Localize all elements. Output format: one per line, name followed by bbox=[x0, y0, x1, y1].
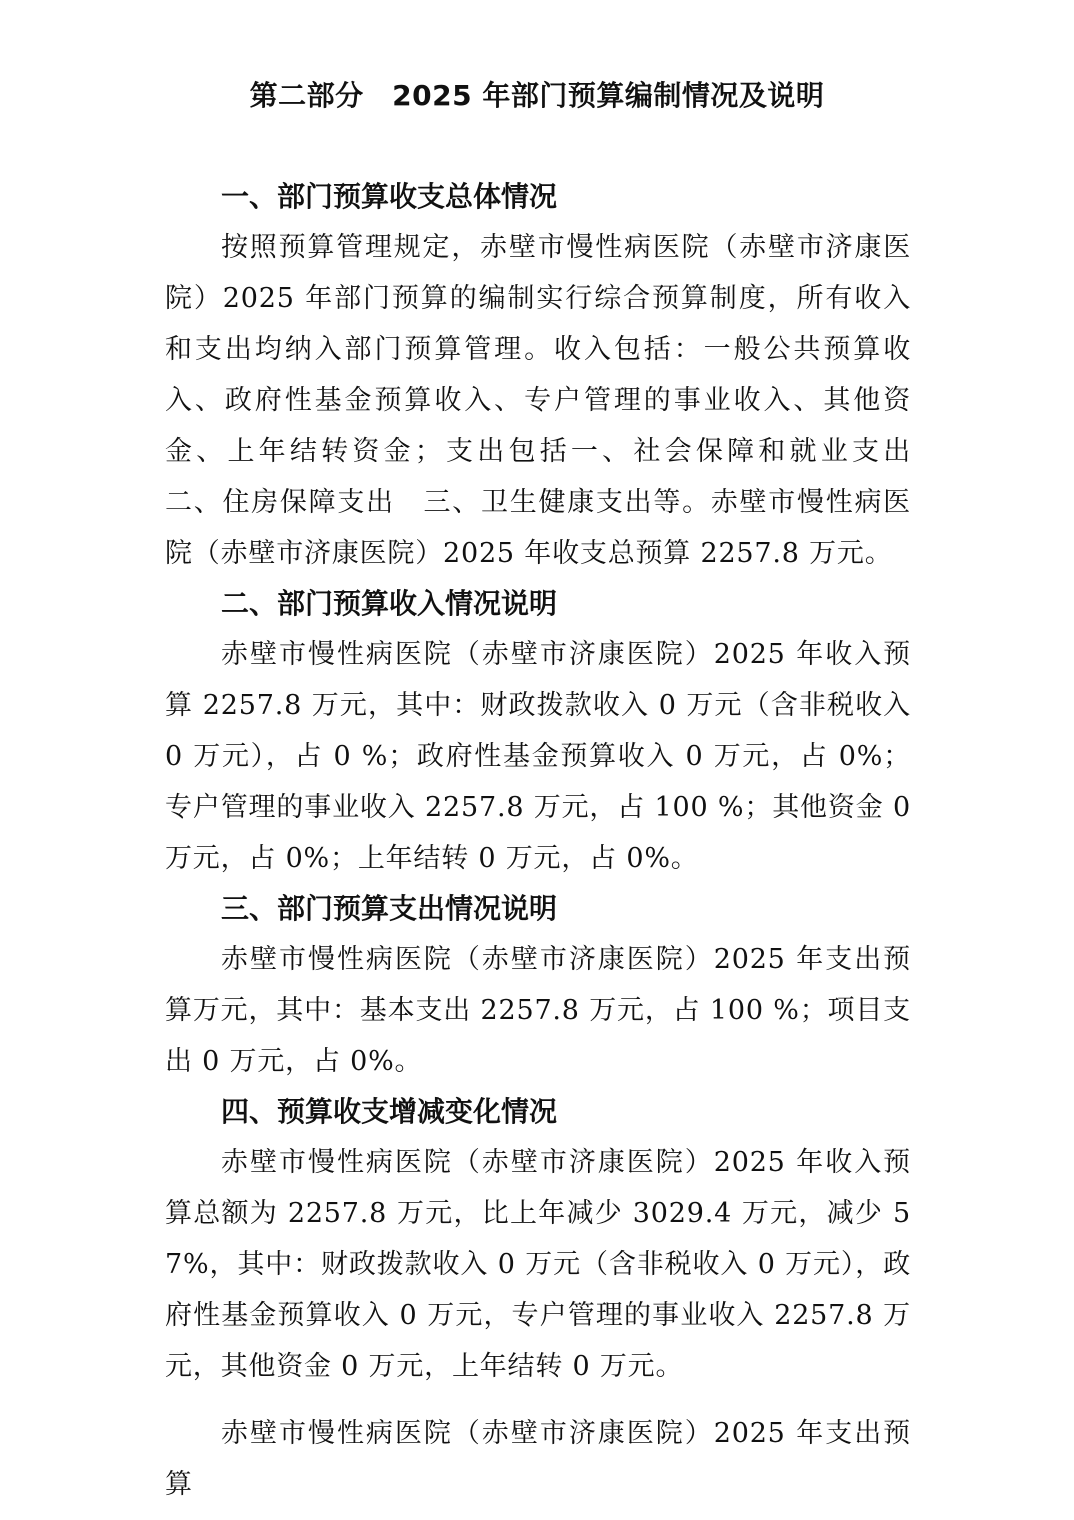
section-paragraph: 按照预算管理规定，赤壁市慢性病医院（赤壁市济康医院）2025 年部门预算的编制实行综合预算制度，所有收入和支出均纳入部门预算管理。收入包括：一般公共预算收入、政府性基金预算收入、专户管理的事业收入、其他资金、上年结转资金；支出包括一、社会保障和就业支出 二、住房保障支出 三、卫生健康支出等。赤壁市慢性病医院（赤壁市济康医院）2025 年收支总预算 2257.8 万元。 bbox=[165, 232, 939, 569]
section-income-budget bbox=[165, 579, 911, 884]
section-paragraph: 赤壁市慢性病医院（赤壁市济康医院）2025 年收入预算总额为 2257.8 万元，比上年减少 3029.4 万元，减少 57%，其中：财政拨款收入 0 万元（含非税收入 0 万元），政府性基金预算收入 0 万元，专户管理的事业收入 2257.8 万元，其他资金 0 万元，上年结转 0 万元。 bbox=[165, 1147, 911, 1382]
section-heading: 二、部门预算收入情况说明 bbox=[221, 587, 558, 620]
section-overall-budget bbox=[165, 172, 939, 579]
section-heading: 三、部门预算支出情况说明 bbox=[221, 892, 558, 925]
document-title: 第二部分 2025 年部门预算编制情况及说明 bbox=[249, 79, 825, 112]
section-paragraph: 赤壁市慢性病医院（赤壁市济康医院）2025 年收入预算 2257.8 万元，其中：财政拨款收入 0 万元（含非税收入 0 万元），占 0 %；政府性基金预算收入 0 万元，占 0%；专户管理的事业收入 2257.8 万元，占 100 %；其他资金 0 万元，占 0%；上年结转 0 万元，占 0%。 bbox=[165, 639, 912, 874]
section-heading: 四、预算收支增减变化情况 bbox=[221, 1095, 558, 1128]
section-budget-change bbox=[165, 1087, 911, 1510]
section-paragraph: 赤壁市慢性病医院（赤壁市济康医院）2025 年支出预算万元，其中：基本支出 2257.8 万元，占 100 %；项目支出 0 万元，占 0%。 bbox=[165, 944, 911, 1077]
section-heading: 一、部门预算收支总体情况 bbox=[221, 180, 558, 213]
paragraph-spacer bbox=[165, 1392, 911, 1408]
section-expenditure-budget bbox=[165, 884, 911, 1087]
section-paragraph: 赤壁市慢性病医院（赤壁市济康医院）2025 年支出预算 bbox=[165, 1418, 911, 1500]
document-body bbox=[165, 172, 939, 1510]
